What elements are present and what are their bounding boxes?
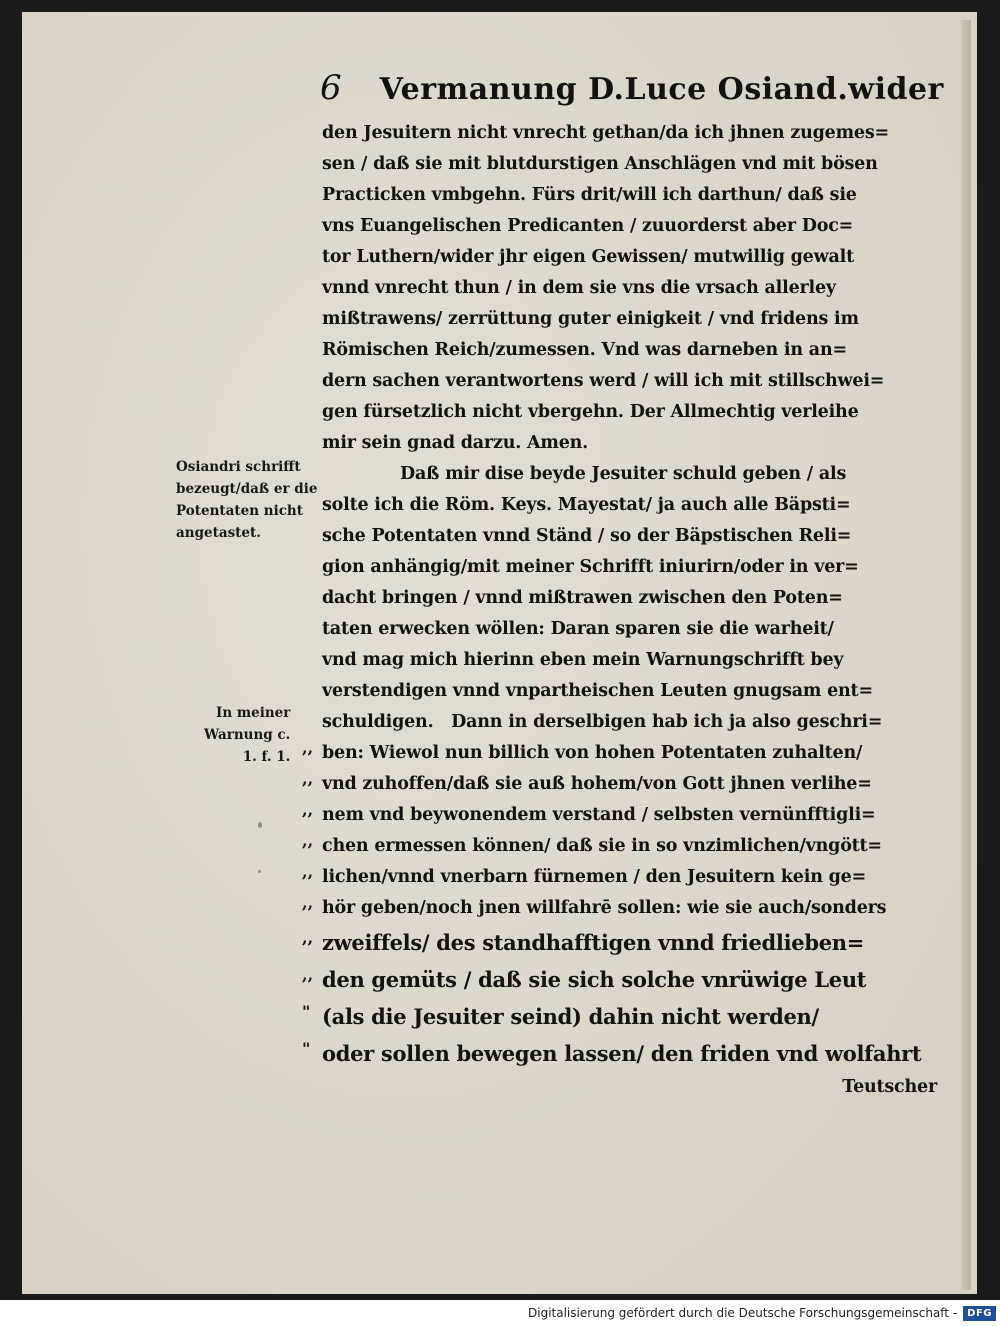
text-line: vns Euangelischen Predicanten / zuuorderst aber Doc=	[322, 216, 854, 236]
quoted-line: (als die Jesuiter seind) dahin nicht werden/	[322, 1004, 819, 1029]
main-text-block	[302, 118, 937, 1103]
text-line: verstendigen vnnd vnpartheischen Leuten gnugsam ent=	[322, 681, 873, 701]
marginal-line: Osiandri schrifft	[176, 459, 301, 475]
marginal-line: In meiner	[216, 705, 291, 721]
quote-mark: ,,	[302, 831, 314, 850]
text-line: solte ich die Röm. Keys. Mayestat/ ja auch alle Bäpsti=	[322, 495, 851, 515]
text-line: mir sein gnad darzu. Amen.	[322, 433, 589, 453]
catchword: Teutscher	[842, 1077, 937, 1097]
marginal-line: bezeugt/daß er die	[176, 481, 318, 497]
text-line: gen fürsetzlich nicht vbergehn. Der Allmechtig verleihe	[322, 402, 859, 422]
marginal-line: Warnung c.	[204, 727, 291, 743]
quote-mark: ,,	[302, 800, 314, 819]
page-header	[320, 68, 944, 108]
quote-mark: ,,	[302, 738, 314, 757]
text-line: vnd mag mich hierinn eben mein Warnungschrifft bey	[322, 650, 844, 670]
text-line: mißtrawens/ zerrüttung guter einigkeit / vnd fridens im	[322, 309, 859, 329]
marginal-line: 1. f. 1.	[242, 749, 291, 765]
quoted-line: nem vnd beywonendem verstand / selbsten vernünfftigli=	[322, 805, 876, 825]
ink-speck	[258, 870, 261, 873]
quote-mark: ,,	[302, 862, 314, 881]
quoted-line: oder sollen bewegen lassen/ den friden vnd wolfahrt	[322, 1041, 922, 1066]
marginal-line: Potentaten nicht	[176, 503, 303, 519]
page-edge	[961, 20, 971, 1290]
ink-speck	[258, 822, 262, 828]
footer-bar	[0, 1300, 1000, 1326]
footer-credit: Digitalisierung gefördert durch die Deutsche Forschungsgemeinschaft -	[528, 1306, 958, 1320]
quoted-line: hör geben/noch jnen willfahrē sollen: wie sie auch/sonders	[322, 898, 887, 918]
quote-mark: ,,	[302, 769, 314, 788]
text-line: dern sachen verantwortens werd / will ich mit stillschwei=	[322, 371, 885, 391]
marginal-line: angetastet.	[176, 525, 261, 541]
text-line: vnnd vnrecht thun / in dem sie vns die vrsach allerley	[322, 278, 836, 298]
quoted-line: chen ermessen können/ daß sie in so vnzimlichen/vngött=	[322, 836, 882, 856]
text-line: dacht bringen / vnnd mißtrawen zwischen den Poten=	[322, 588, 843, 608]
text-line: taten erwecken wöllen: Daran sparen sie die warheit/	[322, 619, 834, 639]
text-line: schuldigen. Dann in derselbigen hab ich ja also geschri=	[322, 712, 883, 732]
dfg-logo: DFG	[963, 1306, 996, 1321]
quote-mark: ,,	[302, 893, 314, 912]
marginal-note-warnung	[204, 702, 290, 768]
marginal-note-osiandri	[176, 456, 317, 544]
text-line: sche Potentaten vnnd Ständ / so der Bäpstischen Reli=	[322, 526, 852, 546]
quote-mark: ,,	[302, 965, 314, 984]
paragraph-start: Daß mir dise beyde Jesuiter schuld geben / als	[400, 464, 847, 484]
quote-mark: "	[302, 1039, 311, 1058]
text-line: den Jesuitern nicht vnrecht gethan/da ich jhnen zugemes=	[322, 123, 889, 143]
text-line: gion anhängig/mit meiner Schrifft iniurirn/oder in ver=	[322, 557, 859, 577]
running-head: Vermanung D.Luce Osiand.wider	[379, 72, 944, 107]
quoted-line: lichen/vnnd vnerbarn fürnemen / den Jesuitern kein ge=	[322, 867, 867, 887]
quoted-line: vnd zuhoffen/daß sie auß hohem/von Gott jhnen verlihe=	[322, 774, 872, 794]
text-line: Practicken vmbgehn. Fürs drit/will ich darthun/ daß sie	[322, 185, 857, 205]
quoted-line: ben: Wiewol nun billich von hohen Potentaten zuhalten/	[322, 743, 863, 763]
text-line: sen / daß sie mit blutdurstigen Anschlägen vnd mit bösen	[322, 154, 878, 174]
text-line: tor Luthern/wider jhr eigen Gewissen/ mutwillig gewalt	[322, 247, 854, 267]
quoted-line: den gemüts / daß sie sich solche vnrüwige Leut	[322, 967, 867, 992]
quote-mark: "	[302, 1002, 311, 1021]
quoted-line: zweiffels/ des standhafftigen vnnd friedlieben=	[322, 930, 865, 955]
page-number: 6	[320, 68, 342, 108]
text-line: Römischen Reich/zumessen. Vnd was darneben in an=	[322, 340, 847, 360]
quote-mark: ,,	[302, 928, 314, 947]
